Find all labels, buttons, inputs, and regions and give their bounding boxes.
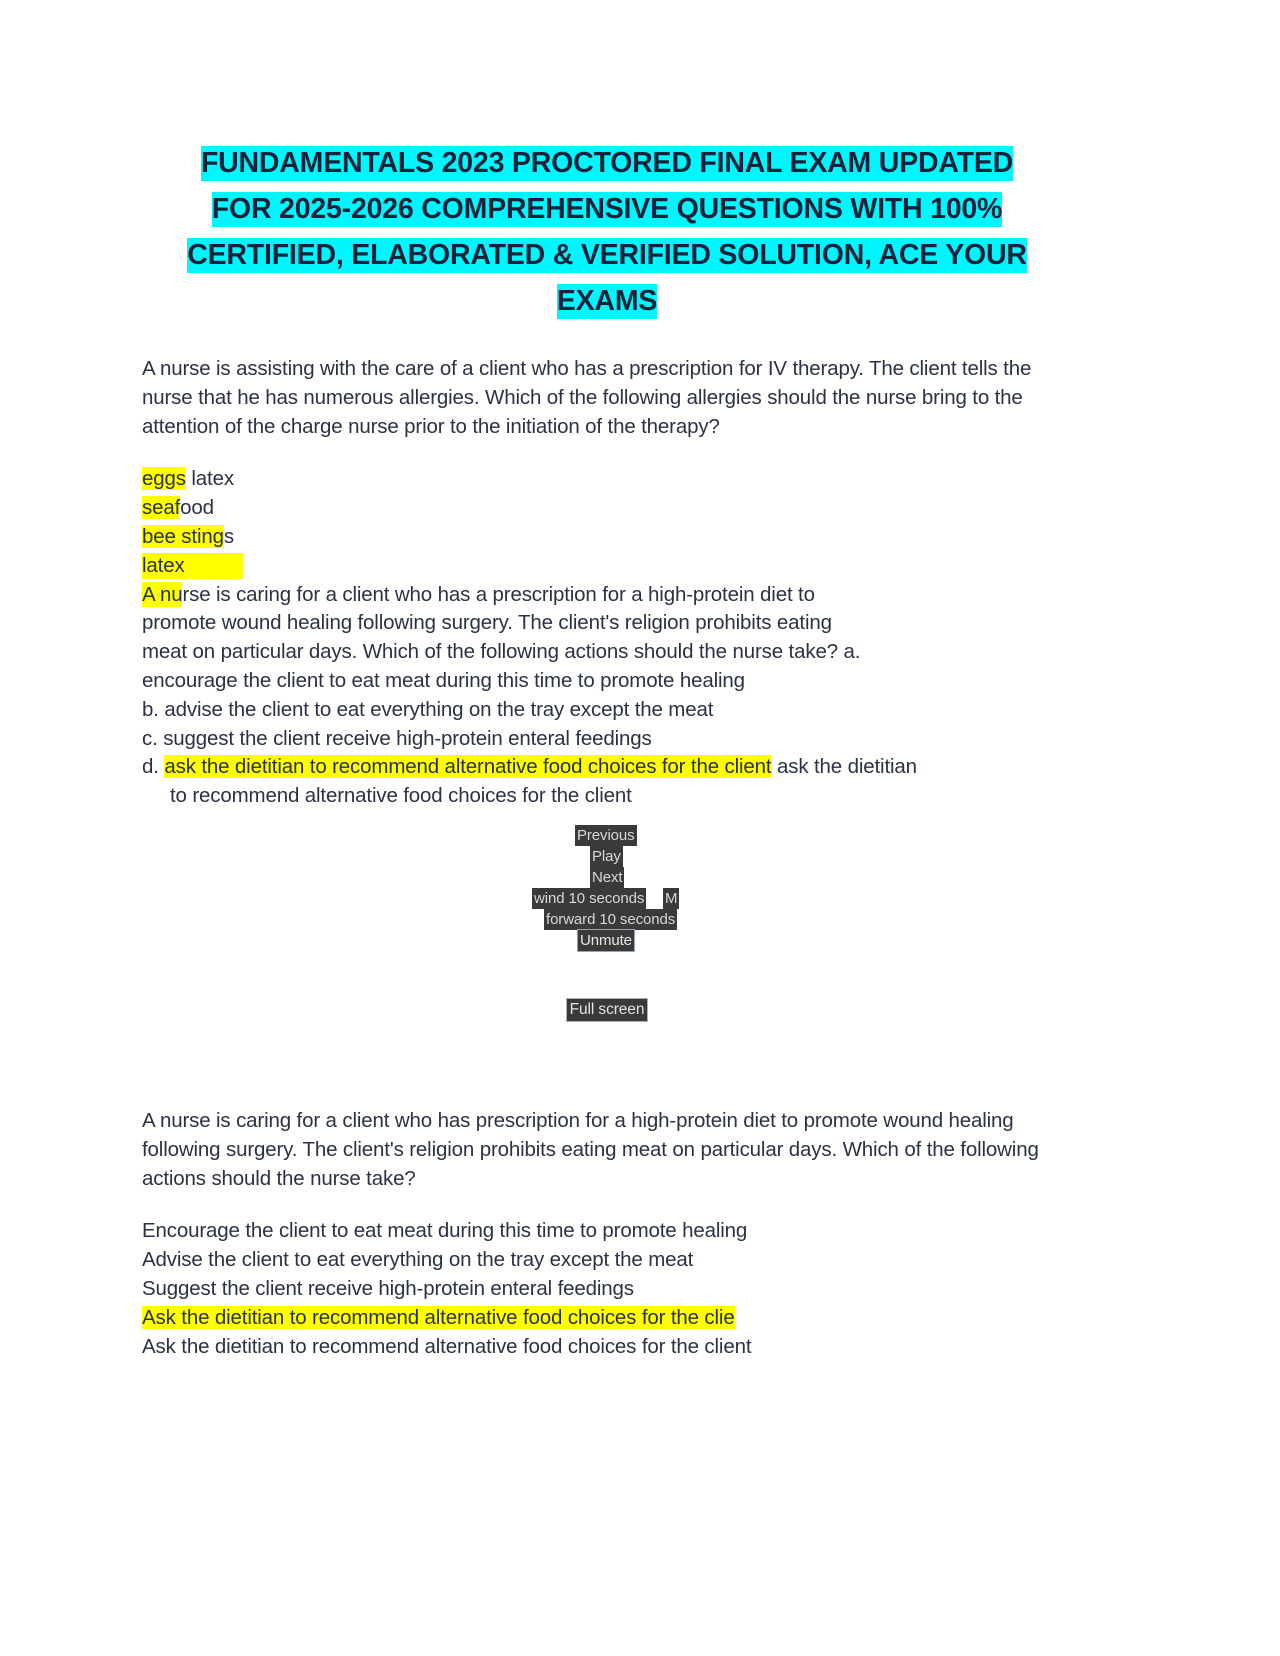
option-d-prefix: d.: [142, 755, 165, 779]
option-rest: ood: [180, 496, 214, 520]
option-rest: latex: [185, 467, 234, 491]
fullscreen-row: [142, 999, 1072, 1021]
question-2-stem-line-1: [142, 581, 1072, 610]
question-3-option-1: Encourage the client to eat meat during this time to promote healing: [142, 1219, 748, 1243]
question-3-option-3: Suggest the client receive high-protein enteral feedings: [142, 1276, 634, 1300]
answer-highlight: Ask the dietitian to recommend alternative food choices for the clie: [142, 1305, 735, 1329]
option-highlight: latex: [142, 553, 185, 577]
question-3-stem: A nurse is caring for a client who has prescription for a high-protein diet to promote wound healing following surgery. The client's religion prohibits eating meat on particular days. Which of the following actions should the nurse take?: [142, 1108, 1039, 1190]
question-2-option-c: c. suggest the client receive high-protein enteral feedings: [142, 726, 652, 750]
rewind-10-seconds-button[interactable]: wind 10 seconds: [534, 889, 645, 907]
question-2-option-a: encourage the client to eat meat during this time to promote healing: [142, 668, 745, 692]
media-player-controls: [142, 819, 1072, 1029]
question-3-answer-plain: Ask the dietitian to recommend alternative food choices for the client: [142, 1334, 752, 1358]
option-d-continuation: to recommend alternative food choices for the client: [170, 784, 632, 808]
stem-highlight-box: [142, 581, 182, 610]
question-2-stem-line-3: meat on particular days. Which of the following actions should the nurse take? a.: [142, 640, 861, 664]
play-button[interactable]: Play: [592, 847, 621, 865]
question-1-option-bee-stings: [142, 523, 1072, 552]
title-line-2: FOR 2025-2026 COMPREHENSIVE QUESTIONS WITH 100%: [211, 193, 1003, 225]
previous-button[interactable]: Previous: [577, 826, 635, 844]
title-line-3: CERTIFIED, ELABORATED & VERIFIED SOLUTION, ACE YOUR: [187, 239, 1027, 271]
option-highlight: bee sting: [142, 524, 224, 548]
option-highlight-box: [142, 552, 185, 581]
question-1-option-eggs: [142, 465, 1072, 494]
unmute-button[interactable]: Unmute: [580, 931, 632, 949]
option-rest: s: [223, 524, 234, 548]
document-content: [142, 0, 1072, 1361]
question-2-option-b: b. advise the client to eat everything on the tray except the meat: [142, 697, 714, 721]
option-d-tail: ask the dietitian: [771, 755, 917, 779]
question-2-option-d: [142, 753, 1072, 811]
question-2-stem-line-2: promote wound healing following surgery. The client's religion prohibits eating: [142, 611, 832, 635]
full-screen-button[interactable]: Full screen: [567, 999, 648, 1021]
stem-highlight-fragment: A nu: [142, 582, 183, 606]
option-highlight: seaf: [142, 496, 181, 520]
page-title: [142, 0, 1072, 324]
title-line-4: EXAMS: [556, 285, 658, 317]
stem-line-1-rest: rse is caring for a client who has a prescription for a high-protein diet to: [182, 582, 815, 606]
option-highlight: eggs: [142, 467, 186, 491]
question-1-option-latex: [142, 552, 1072, 581]
title-line-1: FUNDAMENTALS 2023 PROCTORED FINAL EXAM UPDATED: [200, 147, 1014, 179]
forward-10-seconds-button[interactable]: forward 10 seconds: [546, 910, 676, 928]
next-button[interactable]: Next: [592, 868, 623, 886]
option-d-highlight: ask the dietitian to recommend alternative food choices for the client: [164, 755, 772, 779]
mute-button[interactable]: M: [665, 889, 678, 907]
question-3-answer-highlighted: [142, 1304, 1072, 1333]
question-1-option-seafood: [142, 494, 1072, 523]
question-1-stem: A nurse is assisting with the care of a client who has a prescription for IV therapy. The client tells the nurse that he has numerous allergies. Which of the following allergies should the nurse bring to the attention of the charge nurse prior to the initiation of the therapy?: [142, 357, 1032, 438]
question-3-option-2: Advise the client to eat everything on the tray except the meat: [142, 1248, 694, 1272]
